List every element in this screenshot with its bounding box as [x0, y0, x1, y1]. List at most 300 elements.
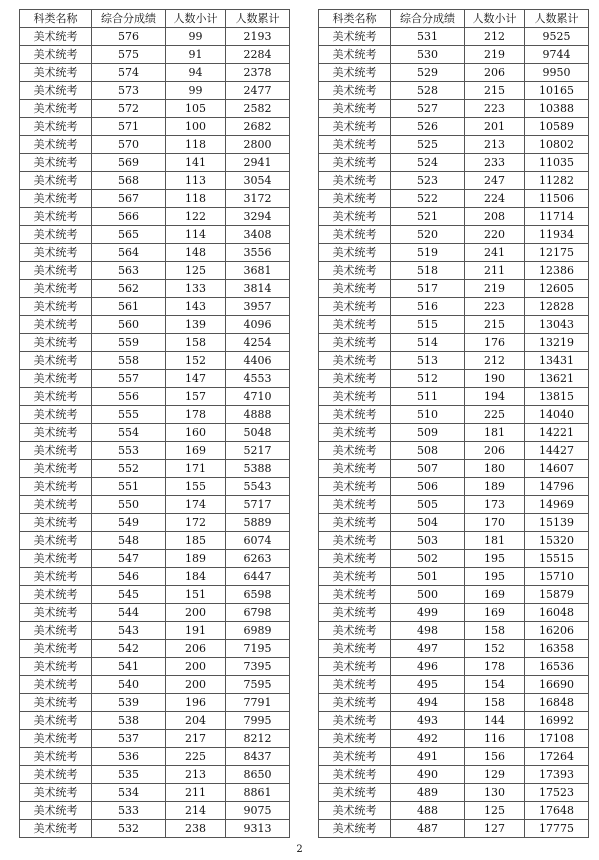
table-row [20, 190, 290, 208]
cell-cumulative: 8212 [226, 730, 290, 748]
cell-cumulative: 9525 [525, 28, 589, 46]
cell-cumulative: 16358 [525, 640, 589, 658]
cell-score: 534 [92, 784, 166, 802]
cell-category: 美术统考 [20, 334, 92, 352]
cell-score: 575 [92, 46, 166, 64]
cell-score: 567 [92, 190, 166, 208]
cell-count: 181 [465, 532, 525, 550]
cell-count: 206 [465, 442, 525, 460]
cell-count: 224 [465, 190, 525, 208]
cell-cumulative: 9744 [525, 46, 589, 64]
cell-count: 154 [465, 676, 525, 694]
cell-category: 美术统考 [319, 154, 391, 172]
cell-score: 533 [92, 802, 166, 820]
cell-count: 129 [465, 766, 525, 784]
cell-cumulative: 9313 [226, 820, 290, 838]
cell-score: 514 [391, 334, 465, 352]
cell-cumulative: 2284 [226, 46, 290, 64]
cell-score: 576 [92, 28, 166, 46]
cell-score: 552 [92, 460, 166, 478]
cell-cumulative: 11506 [525, 190, 589, 208]
cell-score: 493 [391, 712, 465, 730]
cell-category: 美术统考 [319, 280, 391, 298]
cell-count: 148 [166, 244, 226, 262]
table-row [319, 190, 589, 208]
cell-category: 美术统考 [20, 64, 92, 82]
cell-score: 542 [92, 640, 166, 658]
cell-score: 487 [391, 820, 465, 838]
table-row [319, 136, 589, 154]
cell-score: 520 [391, 226, 465, 244]
cell-score: 499 [391, 604, 465, 622]
cell-cumulative: 10802 [525, 136, 589, 154]
cell-cumulative: 4254 [226, 334, 290, 352]
cell-category: 美术统考 [20, 46, 92, 64]
cell-score: 544 [92, 604, 166, 622]
cell-score: 500 [391, 586, 465, 604]
table-row [319, 280, 589, 298]
cell-category: 美术统考 [319, 208, 391, 226]
cell-cumulative: 2477 [226, 82, 290, 100]
cell-count: 211 [465, 262, 525, 280]
cell-score: 568 [92, 172, 166, 190]
cell-count: 201 [465, 118, 525, 136]
cell-cumulative: 7791 [226, 694, 290, 712]
table-row [319, 568, 589, 586]
cell-count: 215 [465, 316, 525, 334]
cell-count: 223 [465, 100, 525, 118]
cell-score: 508 [391, 442, 465, 460]
cell-score: 524 [391, 154, 465, 172]
cell-count: 200 [166, 604, 226, 622]
table-row [319, 478, 589, 496]
cell-cumulative: 6074 [226, 532, 290, 550]
cell-count: 169 [166, 442, 226, 460]
cell-category: 美术统考 [20, 118, 92, 136]
cell-cumulative: 4096 [226, 316, 290, 334]
cell-score: 509 [391, 424, 465, 442]
cell-score: 531 [391, 28, 465, 46]
cell-category: 美术统考 [319, 658, 391, 676]
table-row [319, 316, 589, 334]
cell-cumulative: 16848 [525, 694, 589, 712]
cell-cumulative: 5543 [226, 478, 290, 496]
cell-score: 535 [92, 766, 166, 784]
cell-cumulative: 5048 [226, 424, 290, 442]
table-row [20, 424, 290, 442]
cell-cumulative: 13431 [525, 352, 589, 370]
cell-cumulative: 4553 [226, 370, 290, 388]
cell-score: 553 [92, 442, 166, 460]
cell-score: 495 [391, 676, 465, 694]
cell-cumulative: 12175 [525, 244, 589, 262]
cell-count: 211 [166, 784, 226, 802]
cell-category: 美术统考 [20, 622, 92, 640]
cell-count: 116 [465, 730, 525, 748]
cell-count: 151 [166, 586, 226, 604]
table-row [20, 586, 290, 604]
cell-cumulative: 10388 [525, 100, 589, 118]
table-row [20, 514, 290, 532]
table-row [319, 244, 589, 262]
score-table-right [318, 9, 589, 838]
cell-count: 125 [166, 262, 226, 280]
cell-score: 563 [92, 262, 166, 280]
cell-count: 238 [166, 820, 226, 838]
cell-score: 571 [92, 118, 166, 136]
cell-score: 521 [391, 208, 465, 226]
header-cumulative: 人数累计 [226, 10, 290, 28]
cell-category: 美术统考 [319, 190, 391, 208]
cell-cumulative: 6989 [226, 622, 290, 640]
header-count: 人数小计 [465, 10, 525, 28]
table-row [20, 766, 290, 784]
cell-category: 美术统考 [319, 424, 391, 442]
table-row [319, 388, 589, 406]
table-row [20, 298, 290, 316]
cell-cumulative: 9950 [525, 64, 589, 82]
cell-score: 526 [391, 118, 465, 136]
cell-count: 158 [465, 622, 525, 640]
cell-score: 549 [92, 514, 166, 532]
table-row [319, 208, 589, 226]
table-row [20, 730, 290, 748]
table-row [319, 748, 589, 766]
cell-cumulative: 16048 [525, 604, 589, 622]
table-row [20, 136, 290, 154]
cell-category: 美术统考 [20, 640, 92, 658]
cell-cumulative: 5388 [226, 460, 290, 478]
cell-count: 157 [166, 388, 226, 406]
table-row [319, 532, 589, 550]
cell-score: 491 [391, 748, 465, 766]
cell-score: 512 [391, 370, 465, 388]
table-header-row [20, 10, 290, 28]
table-row [20, 370, 290, 388]
table-row [20, 154, 290, 172]
cell-category: 美术统考 [319, 442, 391, 460]
cell-category: 美术统考 [319, 712, 391, 730]
cell-category: 美术统考 [319, 478, 391, 496]
cell-cumulative: 10165 [525, 82, 589, 100]
table-row [20, 442, 290, 460]
cell-cumulative: 6598 [226, 586, 290, 604]
table-row [20, 532, 290, 550]
table-row [319, 298, 589, 316]
cell-category: 美术统考 [319, 370, 391, 388]
cell-category: 美术统考 [20, 190, 92, 208]
cell-category: 美术统考 [319, 226, 391, 244]
cell-count: 204 [166, 712, 226, 730]
cell-category: 美术统考 [319, 100, 391, 118]
cell-count: 169 [465, 604, 525, 622]
cell-category: 美术统考 [319, 244, 391, 262]
cell-count: 169 [465, 586, 525, 604]
table-row [319, 100, 589, 118]
cell-score: 530 [391, 46, 465, 64]
cell-cumulative: 17264 [525, 748, 589, 766]
cell-cumulative: 2682 [226, 118, 290, 136]
cell-count: 195 [465, 568, 525, 586]
table-row [20, 208, 290, 226]
cell-cumulative: 5717 [226, 496, 290, 514]
cell-category: 美术统考 [319, 298, 391, 316]
cell-score: 570 [92, 136, 166, 154]
cell-score: 517 [391, 280, 465, 298]
cell-cumulative: 9075 [226, 802, 290, 820]
table-row [319, 802, 589, 820]
cell-category: 美术统考 [20, 496, 92, 514]
cell-category: 美术统考 [20, 136, 92, 154]
cell-count: 225 [465, 406, 525, 424]
cell-cumulative: 17393 [525, 766, 589, 784]
cell-category: 美术统考 [20, 208, 92, 226]
table-row [319, 676, 589, 694]
cell-count: 118 [166, 190, 226, 208]
cell-cumulative: 14607 [525, 460, 589, 478]
cell-category: 美术统考 [319, 460, 391, 478]
cell-cumulative: 4710 [226, 388, 290, 406]
cell-cumulative: 11934 [525, 226, 589, 244]
cell-cumulative: 11714 [525, 208, 589, 226]
cell-category: 美术统考 [319, 28, 391, 46]
cell-score: 556 [92, 388, 166, 406]
cell-score: 498 [391, 622, 465, 640]
table-row [20, 658, 290, 676]
cell-count: 105 [166, 100, 226, 118]
cell-score: 546 [92, 568, 166, 586]
cell-score: 548 [92, 532, 166, 550]
cell-count: 225 [166, 748, 226, 766]
cell-cumulative: 8650 [226, 766, 290, 784]
cell-cumulative: 3957 [226, 298, 290, 316]
cell-count: 220 [465, 226, 525, 244]
cell-category: 美术统考 [319, 676, 391, 694]
table-row [20, 676, 290, 694]
cell-cumulative: 4888 [226, 406, 290, 424]
cell-score: 539 [92, 694, 166, 712]
cell-category: 美术统考 [20, 226, 92, 244]
table-row [319, 82, 589, 100]
cell-cumulative: 16536 [525, 658, 589, 676]
cell-score: 511 [391, 388, 465, 406]
cell-cumulative: 15879 [525, 586, 589, 604]
table-row [20, 82, 290, 100]
cell-category: 美术统考 [319, 586, 391, 604]
cell-category: 美术统考 [319, 550, 391, 568]
cell-count: 158 [465, 694, 525, 712]
cell-cumulative: 14796 [525, 478, 589, 496]
cell-category: 美术统考 [20, 370, 92, 388]
cell-count: 241 [465, 244, 525, 262]
cell-cumulative: 8861 [226, 784, 290, 802]
cell-cumulative: 2941 [226, 154, 290, 172]
cell-count: 195 [465, 550, 525, 568]
table-row [20, 244, 290, 262]
cell-category: 美术统考 [20, 802, 92, 820]
table-header-row [319, 10, 589, 28]
header-count: 人数小计 [166, 10, 226, 28]
cell-count: 213 [166, 766, 226, 784]
cell-category: 美术统考 [20, 784, 92, 802]
cell-category: 美术统考 [20, 658, 92, 676]
cell-count: 206 [465, 64, 525, 82]
cell-category: 美术统考 [20, 676, 92, 694]
cell-score: 565 [92, 226, 166, 244]
cell-cumulative: 13621 [525, 370, 589, 388]
table-row [20, 406, 290, 424]
cell-count: 99 [166, 82, 226, 100]
cell-score: 518 [391, 262, 465, 280]
table-row [20, 478, 290, 496]
cell-count: 94 [166, 64, 226, 82]
header-cumulative: 人数累计 [525, 10, 589, 28]
cell-count: 139 [166, 316, 226, 334]
cell-cumulative: 7995 [226, 712, 290, 730]
table-row [319, 766, 589, 784]
cell-score: 510 [391, 406, 465, 424]
cell-category: 美术统考 [20, 244, 92, 262]
table-row [20, 280, 290, 298]
cell-category: 美术统考 [20, 298, 92, 316]
cell-score: 516 [391, 298, 465, 316]
cell-cumulative: 4406 [226, 352, 290, 370]
cell-category: 美术统考 [20, 262, 92, 280]
cell-count: 156 [465, 748, 525, 766]
cell-category: 美术统考 [20, 352, 92, 370]
cell-count: 219 [465, 280, 525, 298]
cell-cumulative: 15139 [525, 514, 589, 532]
cell-score: 503 [391, 532, 465, 550]
cell-category: 美术统考 [319, 694, 391, 712]
cell-count: 223 [465, 298, 525, 316]
cell-score: 543 [92, 622, 166, 640]
cell-score: 502 [391, 550, 465, 568]
table-row [20, 748, 290, 766]
cell-cumulative: 6798 [226, 604, 290, 622]
cell-category: 美术统考 [319, 802, 391, 820]
cell-count: 125 [465, 802, 525, 820]
table-row [20, 784, 290, 802]
cell-count: 133 [166, 280, 226, 298]
cell-score: 572 [92, 100, 166, 118]
cell-count: 127 [465, 820, 525, 838]
cell-category: 美术统考 [319, 82, 391, 100]
cell-count: 160 [166, 424, 226, 442]
cell-count: 91 [166, 46, 226, 64]
cell-category: 美术统考 [319, 532, 391, 550]
cell-category: 美术统考 [20, 532, 92, 550]
table-row [319, 442, 589, 460]
cell-cumulative: 2378 [226, 64, 290, 82]
cell-score: 525 [391, 136, 465, 154]
cell-category: 美术统考 [319, 406, 391, 424]
header-score: 综合分成绩 [391, 10, 465, 28]
cell-category: 美术统考 [319, 748, 391, 766]
table-row [20, 388, 290, 406]
cell-count: 178 [465, 658, 525, 676]
table-row [20, 622, 290, 640]
table-row [20, 334, 290, 352]
table-row [319, 694, 589, 712]
cell-category: 美术统考 [20, 820, 92, 838]
table-row [20, 604, 290, 622]
cell-cumulative: 3814 [226, 280, 290, 298]
cell-cumulative: 14040 [525, 406, 589, 424]
table-row [319, 784, 589, 802]
cell-category: 美术统考 [319, 766, 391, 784]
cell-category: 美术统考 [319, 784, 391, 802]
cell-score: 488 [391, 802, 465, 820]
cell-count: 144 [465, 712, 525, 730]
cell-cumulative: 6263 [226, 550, 290, 568]
cell-cumulative: 3054 [226, 172, 290, 190]
cell-cumulative: 13043 [525, 316, 589, 334]
cell-count: 190 [465, 370, 525, 388]
table-row [319, 496, 589, 514]
cell-score: 547 [92, 550, 166, 568]
cell-cumulative: 2193 [226, 28, 290, 46]
cell-category: 美术统考 [20, 568, 92, 586]
cell-count: 170 [465, 514, 525, 532]
cell-cumulative: 7395 [226, 658, 290, 676]
cell-score: 536 [92, 748, 166, 766]
cell-score: 558 [92, 352, 166, 370]
table-row [20, 46, 290, 64]
cell-count: 181 [465, 424, 525, 442]
cell-count: 212 [465, 28, 525, 46]
cell-count: 141 [166, 154, 226, 172]
cell-score: 506 [391, 478, 465, 496]
cell-cumulative: 2800 [226, 136, 290, 154]
cell-count: 152 [465, 640, 525, 658]
cell-count: 100 [166, 118, 226, 136]
cell-count: 178 [166, 406, 226, 424]
cell-count: 189 [166, 550, 226, 568]
cell-count: 147 [166, 370, 226, 388]
cell-category: 美术统考 [319, 730, 391, 748]
table-row [319, 154, 589, 172]
cell-cumulative: 14969 [525, 496, 589, 514]
cell-count: 130 [465, 784, 525, 802]
table-row [20, 172, 290, 190]
cell-score: 545 [92, 586, 166, 604]
header-category: 科类名称 [20, 10, 92, 28]
cell-score: 564 [92, 244, 166, 262]
cell-cumulative: 16206 [525, 622, 589, 640]
cell-score: 497 [391, 640, 465, 658]
cell-count: 176 [465, 334, 525, 352]
table-row [319, 352, 589, 370]
table-row [20, 640, 290, 658]
cell-category: 美术统考 [319, 640, 391, 658]
cell-score: 538 [92, 712, 166, 730]
table-row [20, 226, 290, 244]
table-row [20, 460, 290, 478]
table-row [20, 550, 290, 568]
table-row [319, 46, 589, 64]
score-table-left [19, 9, 290, 838]
cell-count: 215 [465, 82, 525, 100]
cell-category: 美术统考 [20, 478, 92, 496]
cell-cumulative: 12386 [525, 262, 589, 280]
cell-cumulative: 10589 [525, 118, 589, 136]
table-row [319, 514, 589, 532]
table-row [319, 586, 589, 604]
cell-score: 496 [391, 658, 465, 676]
cell-count: 200 [166, 676, 226, 694]
table-row [20, 28, 290, 46]
